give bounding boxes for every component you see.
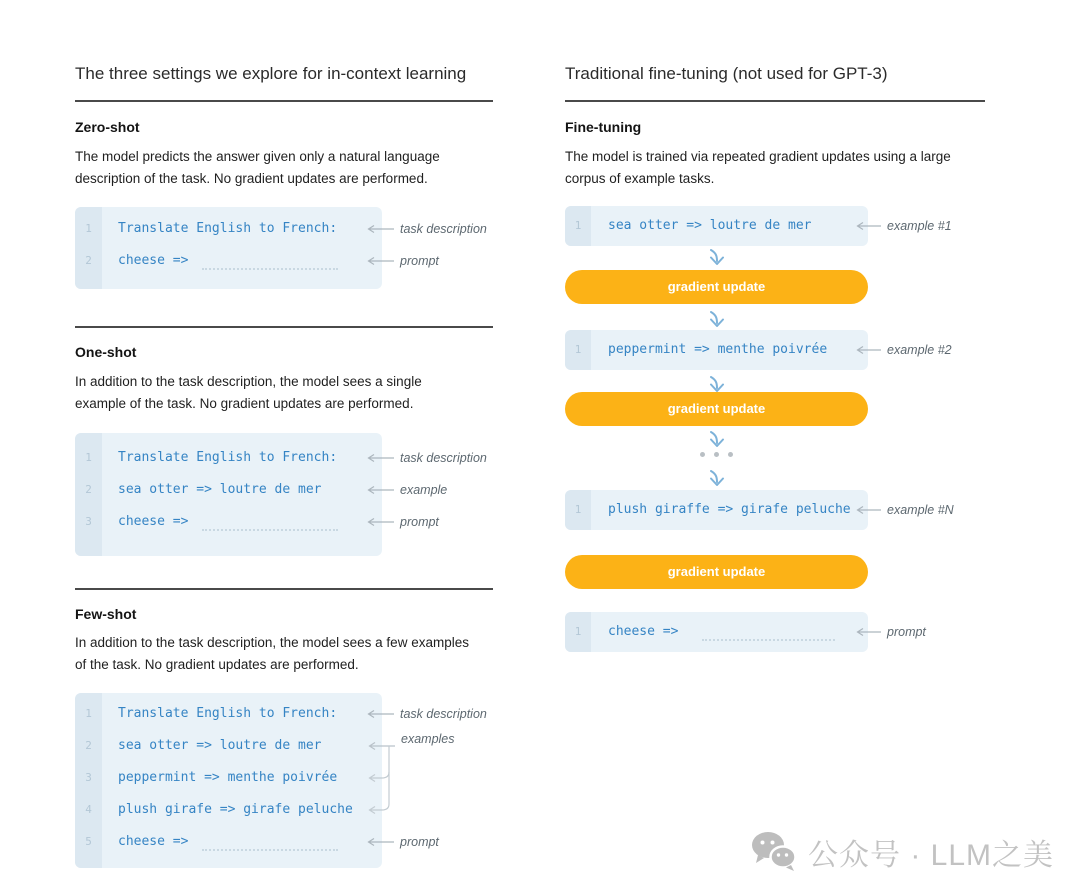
one-shot-heading: One-shot — [75, 344, 137, 360]
code-line — [75, 762, 382, 794]
annotation-prompt: prompt — [363, 253, 439, 269]
code-text: Translate English to French: — [118, 706, 338, 721]
left-arrow-icon — [363, 485, 395, 495]
left-arrow-icon — [852, 627, 882, 637]
code-text: plush girafe => girafe peluche — [118, 802, 353, 817]
line-number: 2 — [85, 483, 92, 496]
down-arrow-icon — [706, 469, 728, 487]
down-arrow — [565, 430, 868, 448]
zero-shot-description: The model predicts the answer given only a natural language description of the task. No gradient updates are performed. — [75, 149, 440, 186]
code-text: cheese => — [118, 834, 189, 849]
divider — [75, 588, 493, 590]
example-2-box — [565, 330, 868, 370]
one-shot-description: In addition to the task description, the model sees a single example of the task. No gradient updates are performed. — [75, 374, 422, 411]
code-line — [75, 442, 382, 474]
line-number: 4 — [85, 803, 92, 816]
annotation-prompt: prompt — [852, 624, 926, 640]
wechat-icon — [750, 830, 798, 874]
code-text: sea otter => loutre de mer — [608, 218, 812, 233]
gradient-update-pill: gradient update — [565, 270, 868, 304]
right-column-title: Traditional fine-tuning (not used for GPT-3) — [565, 64, 888, 83]
fine-tuning-heading: Fine-tuning — [565, 119, 642, 135]
few-shot-description: In addition to the task description, the model sees a few examples of the task. No gradient updates are performed. — [75, 635, 469, 672]
few-shot-heading: Few-shot — [75, 606, 137, 622]
code-text: plush giraffe => girafe peluche — [608, 502, 851, 517]
code-line — [75, 826, 382, 858]
down-arrow — [565, 469, 868, 487]
divider — [75, 326, 493, 328]
code-line — [75, 245, 382, 277]
line-number: 1 — [574, 503, 582, 516]
divider — [75, 100, 493, 102]
left-arrow-icon — [363, 224, 395, 234]
annotation-prompt: prompt — [363, 514, 439, 530]
example-n-box — [565, 490, 868, 530]
gradient-update-pill: gradient update — [565, 392, 868, 426]
down-arrow — [565, 310, 868, 328]
blank-completion-dots — [202, 268, 338, 270]
code-line — [75, 698, 382, 730]
annotation-example-2: example #2 — [852, 342, 952, 358]
zero-shot-code-card — [75, 207, 382, 289]
left-arrow-icon — [363, 517, 395, 527]
annotation-examples: examples — [401, 732, 455, 746]
code-line — [75, 730, 382, 762]
line-number: 5 — [85, 835, 92, 848]
watermark-text: 公众号 · LLM之美 — [808, 839, 1055, 872]
line-number: 3 — [85, 771, 92, 784]
line-number: 1 — [574, 625, 582, 638]
code-text: cheese => — [118, 253, 189, 268]
line-number: 1 — [85, 707, 92, 720]
left-arrow-icon — [852, 505, 882, 515]
left-arrow-icon — [363, 453, 395, 463]
code-text: cheese => — [608, 624, 679, 639]
ellipsis-dots-icon — [700, 452, 733, 457]
annotation-example: example — [363, 482, 447, 498]
code-text: sea otter => loutre de mer — [118, 738, 322, 753]
down-arrow-icon — [706, 430, 728, 448]
blank-completion-dots — [202, 529, 338, 531]
ellipsis-dots — [565, 452, 868, 457]
wechat-watermark — [750, 830, 1054, 874]
code-text: peppermint => menthe poivrée — [118, 770, 338, 785]
fine-tuning-description: The model is trained via repeated gradient updates using a large corpus of example tasks. — [565, 149, 951, 186]
annotation-task-description: task description — [363, 450, 487, 466]
code-text: Translate English to French: — [118, 450, 338, 465]
code-text: Translate English to French: — [118, 221, 338, 236]
annotation-example-n: example #N — [852, 502, 954, 518]
blank-completion-dots — [202, 849, 338, 851]
annotation-prompt: prompt — [363, 834, 439, 850]
down-arrow-icon — [706, 375, 728, 393]
left-arrow-icon — [852, 345, 882, 355]
code-line — [75, 506, 382, 538]
down-arrow — [565, 248, 868, 266]
left-column-title: The three settings we explore for in-context learning — [75, 64, 467, 83]
few-shot-code-card — [75, 693, 382, 868]
down-arrow — [565, 375, 868, 393]
line-number: 1 — [574, 343, 582, 356]
line-number: 1 — [85, 451, 92, 464]
left-arrow-icon — [363, 256, 395, 266]
divider — [565, 100, 985, 102]
blank-completion-dots — [702, 639, 835, 641]
code-line — [75, 474, 382, 506]
code-text: cheese => — [118, 514, 189, 529]
annotation-task-description: task description — [363, 221, 487, 237]
line-number: 3 — [85, 515, 92, 528]
annotation-task-description: task description — [363, 706, 487, 722]
prompt-box — [565, 612, 868, 652]
gradient-update-pill: gradient update — [565, 555, 868, 589]
line-number: 2 — [85, 254, 92, 267]
down-arrow-icon — [706, 248, 728, 266]
down-arrow-icon — [706, 310, 728, 328]
code-line — [75, 213, 382, 245]
one-shot-code-card — [75, 433, 382, 556]
example-1-box — [565, 206, 868, 246]
annotation-example-1: example #1 — [852, 218, 952, 234]
left-arrow-icon — [363, 709, 395, 719]
line-number: 2 — [85, 739, 92, 752]
left-arrow-icon — [363, 837, 395, 847]
code-text: sea otter => loutre de mer — [118, 482, 322, 497]
line-number: 1 — [85, 222, 92, 235]
zero-shot-heading: Zero-shot — [75, 119, 140, 135]
examples-bracket-arrows-icon — [363, 738, 405, 822]
code-text: peppermint => menthe poivrée — [608, 342, 828, 357]
left-arrow-icon — [852, 221, 882, 231]
code-line — [75, 794, 382, 826]
line-number: 1 — [574, 219, 582, 232]
